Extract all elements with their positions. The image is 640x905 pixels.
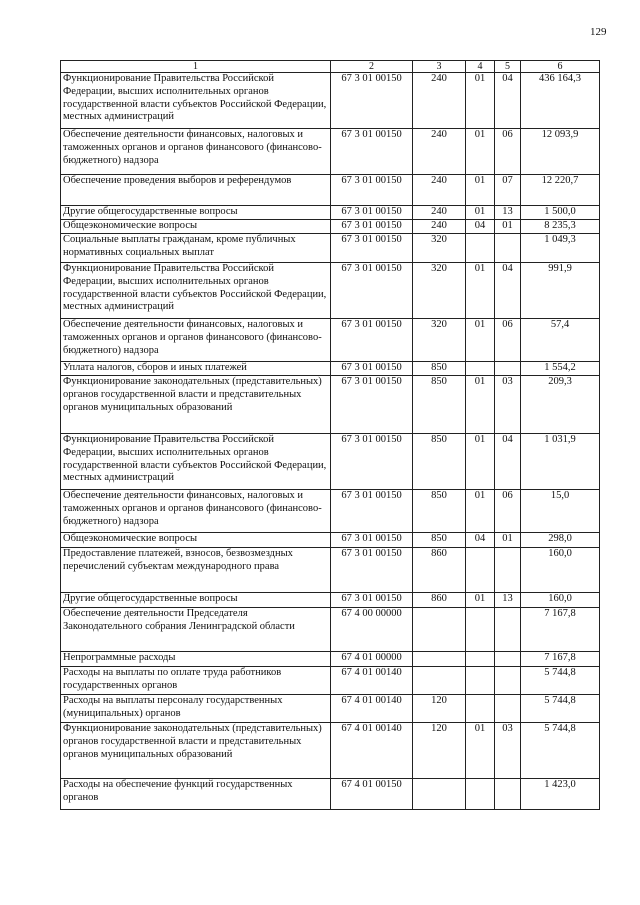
row-subsection: 13 — [495, 593, 521, 608]
row-sum: 12 093,9 — [521, 129, 600, 175]
column-header: 1 — [61, 61, 331, 73]
table-row — [61, 263, 600, 319]
row-kvr: 240 — [413, 129, 466, 175]
row-subsection — [495, 362, 521, 376]
row-section: 01 — [466, 376, 495, 434]
row-section — [466, 652, 495, 667]
row-subsection — [495, 548, 521, 593]
row-sum: 1 500,0 — [521, 206, 600, 220]
row-section — [466, 362, 495, 376]
row-name: Общеэкономические вопросы — [61, 220, 331, 234]
row-kvr: 240 — [413, 73, 466, 129]
row-subsection — [495, 667, 521, 695]
row-section — [466, 695, 495, 723]
row-kvr: 860 — [413, 593, 466, 608]
table-row — [61, 667, 600, 695]
row-name: Расходы на выплаты персоналу государственных (муниципальных) органов — [61, 695, 331, 723]
row-kvr: 850 — [413, 362, 466, 376]
row-sum: 160,0 — [521, 593, 600, 608]
row-sum: 298,0 — [521, 533, 600, 548]
row-section: 01 — [466, 73, 495, 129]
row-sum: 209,3 — [521, 376, 600, 434]
row-subsection: 07 — [495, 175, 521, 206]
table-row — [61, 206, 600, 220]
column-header: 2 — [331, 61, 413, 73]
table-row — [61, 695, 600, 723]
table-row — [61, 652, 600, 667]
row-subsection — [495, 608, 521, 652]
row-code: 67 4 01 00150 — [331, 779, 413, 810]
row-section: 01 — [466, 434, 495, 490]
row-section — [466, 548, 495, 593]
row-subsection: 01 — [495, 533, 521, 548]
row-sum: 160,0 — [521, 548, 600, 593]
row-name: Другие общегосударственные вопросы — [61, 206, 331, 220]
row-kvr: 320 — [413, 263, 466, 319]
column-header: 5 — [495, 61, 521, 73]
row-section — [466, 234, 495, 263]
row-name: Функционирование законодательных (представительных) органов государственной власти и представительных органов муниципальных образований — [61, 376, 331, 434]
row-section: 01 — [466, 723, 495, 779]
page-number: 129 — [590, 26, 607, 38]
table-row — [61, 593, 600, 608]
row-section — [466, 608, 495, 652]
row-section: 01 — [466, 490, 495, 533]
row-subsection: 06 — [495, 319, 521, 362]
row-sum: 5 744,8 — [521, 695, 600, 723]
row-code: 67 4 01 00000 — [331, 652, 413, 667]
row-code: 67 3 01 00150 — [331, 593, 413, 608]
row-code: 67 3 01 00150 — [331, 362, 413, 376]
row-name: Социальные выплаты гражданам, кроме публичных нормативных социальных выплат — [61, 234, 331, 263]
row-subsection: 01 — [495, 220, 521, 234]
row-sum: 15,0 — [521, 490, 600, 533]
row-subsection — [495, 779, 521, 810]
row-name: Общеэкономические вопросы — [61, 533, 331, 548]
table-row — [61, 723, 600, 779]
row-sum: 1 049,3 — [521, 234, 600, 263]
row-code: 67 4 00 00000 — [331, 608, 413, 652]
row-name: Обеспечение деятельности финансовых, налоговых и таможенных органов и органов финансового (финансово-бюджетного) надзора — [61, 129, 331, 175]
row-sum: 12 220,7 — [521, 175, 600, 206]
row-name: Другие общегосударственные вопросы — [61, 593, 331, 608]
row-code: 67 3 01 00150 — [331, 234, 413, 263]
row-subsection — [495, 695, 521, 723]
row-kvr: 320 — [413, 319, 466, 362]
row-name: Обеспечение проведения выборов и референдумов — [61, 175, 331, 206]
row-kvr: 240 — [413, 220, 466, 234]
row-sum: 1 554,2 — [521, 362, 600, 376]
row-section: 04 — [466, 533, 495, 548]
row-kvr: 320 — [413, 234, 466, 263]
row-section: 01 — [466, 129, 495, 175]
row-subsection: 06 — [495, 490, 521, 533]
row-sum: 436 164,3 — [521, 73, 600, 129]
row-kvr: 850 — [413, 533, 466, 548]
row-sum: 8 235,3 — [521, 220, 600, 234]
row-sum: 7 167,8 — [521, 652, 600, 667]
row-kvr — [413, 667, 466, 695]
table-row — [61, 376, 600, 434]
row-name: Расходы на выплаты по оплате труда работников государственных органов — [61, 667, 331, 695]
row-subsection: 04 — [495, 263, 521, 319]
row-kvr — [413, 652, 466, 667]
row-kvr: 850 — [413, 434, 466, 490]
header-row — [61, 61, 600, 73]
row-name: Функционирование Правительства Российской Федерации, высших исполнительных органов государственной власти субъектов Российской Федерации, местных администраций — [61, 263, 331, 319]
row-name: Функционирование законодательных (представительных) органов государственной власти и представительных органов муниципальных образований — [61, 723, 331, 779]
row-code: 67 3 01 00150 — [331, 175, 413, 206]
row-code: 67 3 01 00150 — [331, 206, 413, 220]
row-section — [466, 667, 495, 695]
table-row — [61, 779, 600, 810]
row-section: 01 — [466, 319, 495, 362]
row-kvr: 860 — [413, 548, 466, 593]
row-name: Уплата налогов, сборов и иных платежей — [61, 362, 331, 376]
row-code: 67 3 01 00150 — [331, 434, 413, 490]
row-kvr — [413, 608, 466, 652]
table-row — [61, 362, 600, 376]
row-code: 67 3 01 00150 — [331, 533, 413, 548]
row-name: Обеспечение деятельности Председателя Законодательного собрания Ленинградской области — [61, 608, 331, 652]
row-section: 01 — [466, 206, 495, 220]
row-sum: 1 031,9 — [521, 434, 600, 490]
row-kvr: 120 — [413, 723, 466, 779]
budget-table — [60, 60, 600, 810]
row-kvr: 240 — [413, 206, 466, 220]
row-code: 67 3 01 00150 — [331, 319, 413, 362]
table-row — [61, 608, 600, 652]
row-code: 67 3 01 00150 — [331, 490, 413, 533]
table-row — [61, 129, 600, 175]
row-code: 67 3 01 00150 — [331, 220, 413, 234]
table-row — [61, 533, 600, 548]
row-subsection — [495, 652, 521, 667]
row-name: Обеспечение деятельности финансовых, налоговых и таможенных органов и органов финансового (финансово-бюджетного) надзора — [61, 490, 331, 533]
column-header: 3 — [413, 61, 466, 73]
row-name: Функционирование Правительства Российской Федерации, высших исполнительных органов государственной власти субъектов Российской Федерации, местных администраций — [61, 434, 331, 490]
row-subsection: 04 — [495, 434, 521, 490]
row-subsection — [495, 234, 521, 263]
row-sum: 57,4 — [521, 319, 600, 362]
row-section: 01 — [466, 593, 495, 608]
table-row — [61, 548, 600, 593]
row-sum: 991,9 — [521, 263, 600, 319]
row-subsection: 03 — [495, 376, 521, 434]
row-kvr: 240 — [413, 175, 466, 206]
row-kvr: 850 — [413, 490, 466, 533]
row-subsection: 06 — [495, 129, 521, 175]
table-row — [61, 220, 600, 234]
row-kvr: 850 — [413, 376, 466, 434]
row-kvr: 120 — [413, 695, 466, 723]
row-section — [466, 779, 495, 810]
row-name: Обеспечение деятельности финансовых, налоговых и таможенных органов и органов финансового (финансово-бюджетного) надзора — [61, 319, 331, 362]
table-row — [61, 73, 600, 129]
row-section: 01 — [466, 263, 495, 319]
table-row — [61, 175, 600, 206]
row-code: 67 4 01 00140 — [331, 667, 413, 695]
row-sum: 1 423,0 — [521, 779, 600, 810]
table-row — [61, 434, 600, 490]
row-sum: 5 744,8 — [521, 723, 600, 779]
row-subsection: 13 — [495, 206, 521, 220]
row-kvr — [413, 779, 466, 810]
table-row — [61, 319, 600, 362]
row-section: 01 — [466, 175, 495, 206]
row-section: 04 — [466, 220, 495, 234]
row-sum: 7 167,8 — [521, 608, 600, 652]
column-header: 6 — [521, 61, 600, 73]
row-sum: 5 744,8 — [521, 667, 600, 695]
column-header: 4 — [466, 61, 495, 73]
row-name: Функционирование Правительства Российской Федерации, высших исполнительных органов государственной власти субъектов Российской Федерации, местных администраций — [61, 73, 331, 129]
table-row — [61, 234, 600, 263]
row-subsection: 03 — [495, 723, 521, 779]
row-name: Предоставление платежей, взносов, безвозмездных перечислений субъектам международного права — [61, 548, 331, 593]
row-code: 67 3 01 00150 — [331, 73, 413, 129]
row-code: 67 3 01 00150 — [331, 263, 413, 319]
row-code: 67 3 01 00150 — [331, 376, 413, 434]
row-code: 67 3 01 00150 — [331, 129, 413, 175]
row-name: Расходы на обеспечение функций государственных органов — [61, 779, 331, 810]
table-row — [61, 490, 600, 533]
row-code: 67 3 01 00150 — [331, 548, 413, 593]
row-code: 67 4 01 00140 — [331, 723, 413, 779]
row-code: 67 4 01 00140 — [331, 695, 413, 723]
row-subsection: 04 — [495, 73, 521, 129]
row-name: Непрограммные расходы — [61, 652, 331, 667]
